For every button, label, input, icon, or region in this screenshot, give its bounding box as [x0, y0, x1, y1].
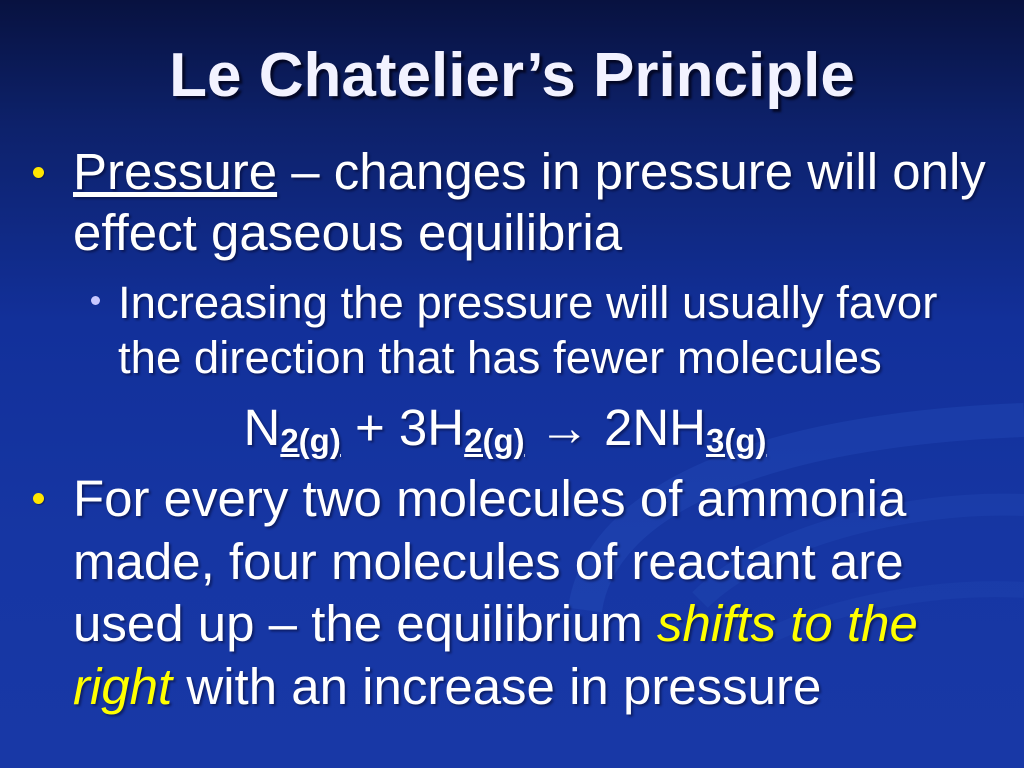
equation-term: → 2NH: [524, 399, 707, 456]
bullet-text: [73, 141, 1008, 263]
equation-term: + 3H: [340, 399, 465, 456]
sub-bullet-dot-icon: [91, 296, 100, 305]
equation-subscript: 2(g): [464, 422, 525, 459]
equation-subscript: 3(g): [706, 422, 767, 459]
slide-title: Le Chatelier’s Principle: [169, 41, 855, 110]
bullet-body-end: with an increase in pressure: [172, 657, 822, 715]
bullet-dot-icon: [33, 493, 44, 504]
equation-term: N: [243, 399, 281, 456]
chemical-equation: [0, 400, 1010, 468]
bullet-lead-term: Pressure: [73, 143, 278, 200]
equation-subscript: 2(g): [280, 422, 341, 459]
bullet-text: [73, 468, 1008, 718]
bullet-body: For every two molecules of ammonia made, four molecules of reactant are used up – the equilibrium: [73, 470, 907, 652]
bullet-emphasis: shifts to the right: [73, 595, 918, 715]
bullet-body: – changes in pressure will only effect gaseous equilibria: [73, 143, 986, 261]
bullet-dot-icon: [33, 167, 44, 178]
sub-bullet-text: Increasing the pressure will usually favor the direction that has fewer molecules: [118, 277, 938, 383]
